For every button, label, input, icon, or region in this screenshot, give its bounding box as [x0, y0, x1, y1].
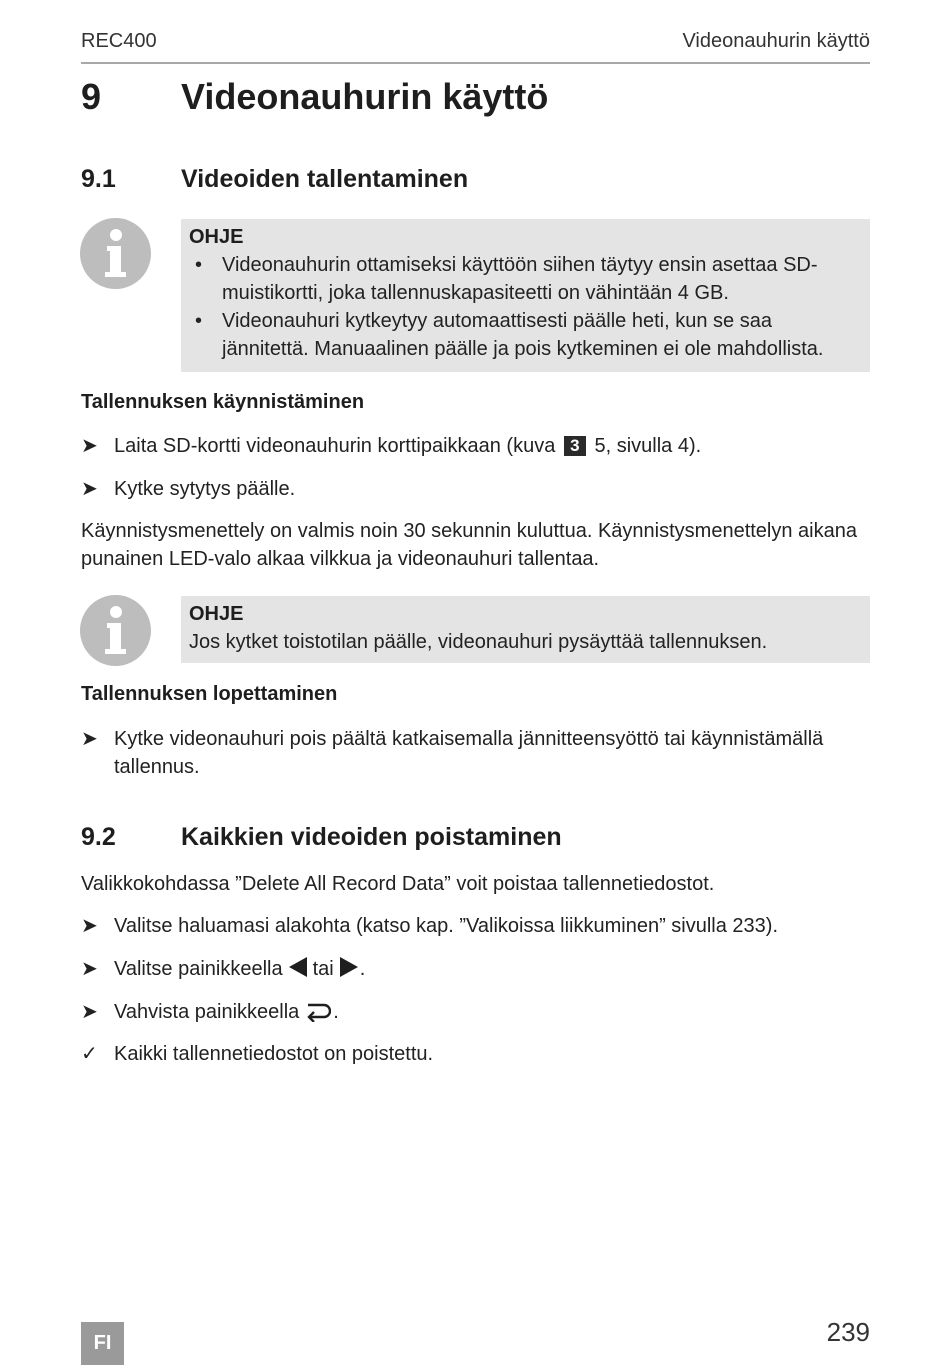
running-header [81, 30, 870, 64]
chapter-number: 9 [81, 76, 102, 117]
enter-return-icon [305, 1000, 331, 1022]
arrow-marker-icon: ➤ [81, 1001, 98, 1023]
note-box [181, 596, 870, 663]
body-paragraph: Käynnistysmenettely on valmis noin 30 sekunnin kuluttua. Käynnistysmenettelyn aikana punainen LED-valo alkaa vilkkua ja videonauhuri tallentaa. [81, 520, 857, 570]
note-box [181, 219, 870, 372]
section-number: 9.1 [81, 165, 116, 193]
step-text: Valitse haluamasi alakohta (katso kap. ”Valikoissa liikkuminen” sivulla 233). [114, 915, 779, 937]
arrow-marker-icon: ➤ [81, 728, 98, 750]
step-text-middle: tai [312, 958, 334, 980]
subheading-start: Tallennuksen käynnistäminen [81, 391, 365, 413]
section-title: Videoiden tallentaminen [181, 165, 469, 193]
subheading-stop: Tallennuksen lopettaminen [81, 683, 338, 705]
result-text: Kaikki tallennetiedostot on poistettu. [114, 1043, 434, 1065]
step-text-before: Laita SD-kortti videonauhurin korttipaikkaan (kuva [114, 435, 556, 457]
step-text: Kytke sytytys päälle. [114, 478, 296, 500]
step-text [114, 998, 870, 1026]
step-text-after: . [333, 1001, 339, 1023]
arrow-marker-icon: ➤ [81, 915, 98, 937]
arrow-marker-icon: ➤ [81, 958, 98, 980]
result-item [81, 1040, 870, 1068]
header-chapter: Videonauhurin käyttö [682, 30, 870, 52]
step-text-before: Vahvista painikkeella [114, 1001, 300, 1023]
info-icon [80, 595, 151, 666]
chapter-title: Videonauhurin käyttö [181, 76, 549, 117]
note-bullet: • Videonauhurin ottamiseksi käyttöön siihen täytyy ensin asettaa SD-muistikortti, joka tallennuskapasiteetti on vähintään 4 GB. [189, 251, 862, 307]
step-item [81, 912, 870, 940]
info-icon [80, 218, 151, 289]
left-arrow-button-icon [289, 957, 307, 977]
step-text-after: . [359, 958, 366, 980]
arrow-marker-icon: ➤ [81, 478, 98, 500]
step-item [81, 955, 870, 983]
note-title: OHJE [189, 226, 244, 248]
step-text-after: 5, sivulla 4). [594, 435, 702, 457]
note-text: Jos kytket toistotilan päälle, videonauhuri pysäyttää tallennuksen. [189, 631, 768, 653]
language-tab: FI [81, 1322, 124, 1365]
note-title: OHJE [189, 603, 244, 625]
step-item [81, 475, 870, 503]
step-item [81, 432, 870, 460]
right-arrow-button-icon [340, 957, 358, 977]
step-text [114, 432, 870, 460]
section-number: 9.2 [81, 823, 116, 851]
step-text [114, 955, 870, 983]
header-product: REC400 [81, 30, 157, 52]
step-item [81, 725, 870, 781]
checkmark-icon: ✓ [81, 1043, 98, 1065]
note-list [189, 251, 862, 363]
section-title: Kaikkien videoiden poistaminen [181, 823, 562, 851]
note-bullet: • Videonauhuri kytkeytyy automaattisesti päälle heti, kun se saa jännitettä. Manuaalinen päälle ja pois kytkeminen ei ole mahdollista. [189, 307, 862, 363]
step-item [81, 998, 870, 1026]
figure-reference-badge: 3 [564, 436, 586, 456]
arrow-marker-icon: ➤ [81, 435, 98, 457]
step-text-before: Valitse painikkeella [114, 958, 283, 980]
body-paragraph: Valikkokohdassa ”Delete All Record Data” voit poistaa tallennetiedostot. [81, 873, 715, 895]
step-text: Kytke videonauhuri pois päältä katkaisemalla jännitteensyöttö tai käynnistämällä tallennus. [114, 728, 824, 778]
page-number: 239 [826, 1317, 870, 1347]
